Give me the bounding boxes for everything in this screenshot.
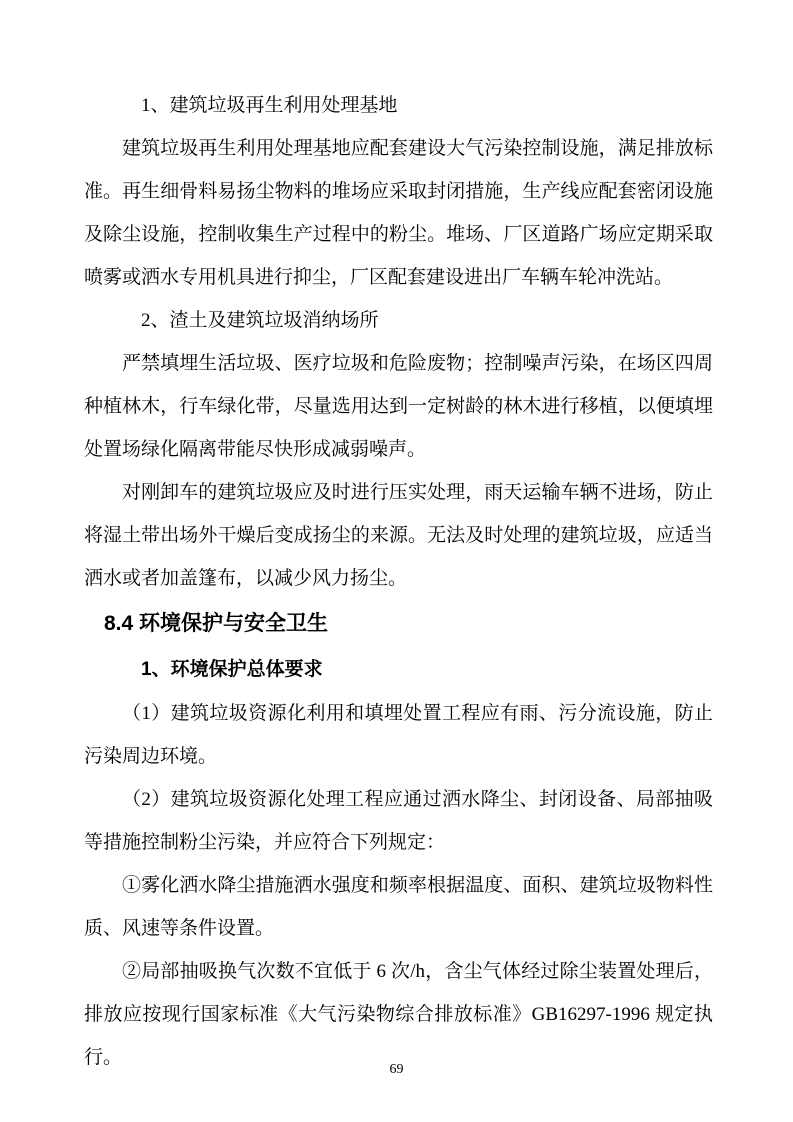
paragraph-item-1-rain-sewage-separation: （1）建筑垃圾资源化利用和填埋处置工程应有雨、污分流设施，防止污染周边环境。 <box>84 703 713 767</box>
list-item-recycling-base: 1、建筑垃圾再生利用处理基地 <box>141 95 398 116</box>
page-number: 69 <box>389 1062 404 1077</box>
paragraph-recycling-base-measures: 建筑垃圾再生利用处理基地应配套建设大气污染控制设施，满足排放标准。再生细骨料易扬尘物料的堆场应采取封闭措施，生产线应配套密闭设施及除尘设施，控制收集生产过程中的粉尘。堆场、厂区道路广场应定期采取喷雾或洒水专用机具进行抑尘，厂区配套建设进出厂车辆车轮冲洗站。 <box>84 138 713 288</box>
list-item-disposal-site: 2、渣土及建筑垃圾消纳场所 <box>141 310 379 331</box>
section-heading-8-4-environment-safety: 8.4 环境保护与安全卫生 <box>104 612 329 635</box>
paragraph-landfill-restrictions: 严禁填埋生活垃圾、医疗垃圾和危险废物；控制噪声污染，在场区四周种植林木，行车绿化带，尽量选用达到一定树龄的林木进行移植，以便填埋处置场绿化隔离带能尽快形成减弱噪声。 <box>84 353 713 460</box>
subsection-heading-env-protection-requirements: 1、环境保护总体要求 <box>141 659 323 680</box>
paragraph-circle-1-spray-dust-suppression: ①雾化洒水降尘措施洒水强度和频率根据温度、面积、建筑垃圾物料性质、风速等条件设置。 <box>84 875 713 939</box>
paragraph-circle-2-local-extraction-standard: ②局部抽吸换气次数不宜低于 6 次/h，含尘气体经过除尘装置处理后，排放应按现行国家标准《大气污染物综合排放标准》GB16297-1996 规定执行。 <box>84 961 713 1068</box>
paragraph-item-2-dust-pollution-control: （2）建筑垃圾资源化处理工程应通过洒水降尘、封闭设备、局部抽吸等措施控制粉尘污染，并应符合下列规定： <box>84 789 713 853</box>
paragraph-compaction-dust-control: 对刚卸车的建筑垃圾应及时进行压实处理，雨天运输车辆不进场，防止将湿土带出场外干燥后变成扬尘的来源。无法及时处理的建筑垃圾，应适当洒水或者加盖篷布，以减少风力扬尘。 <box>84 482 713 589</box>
